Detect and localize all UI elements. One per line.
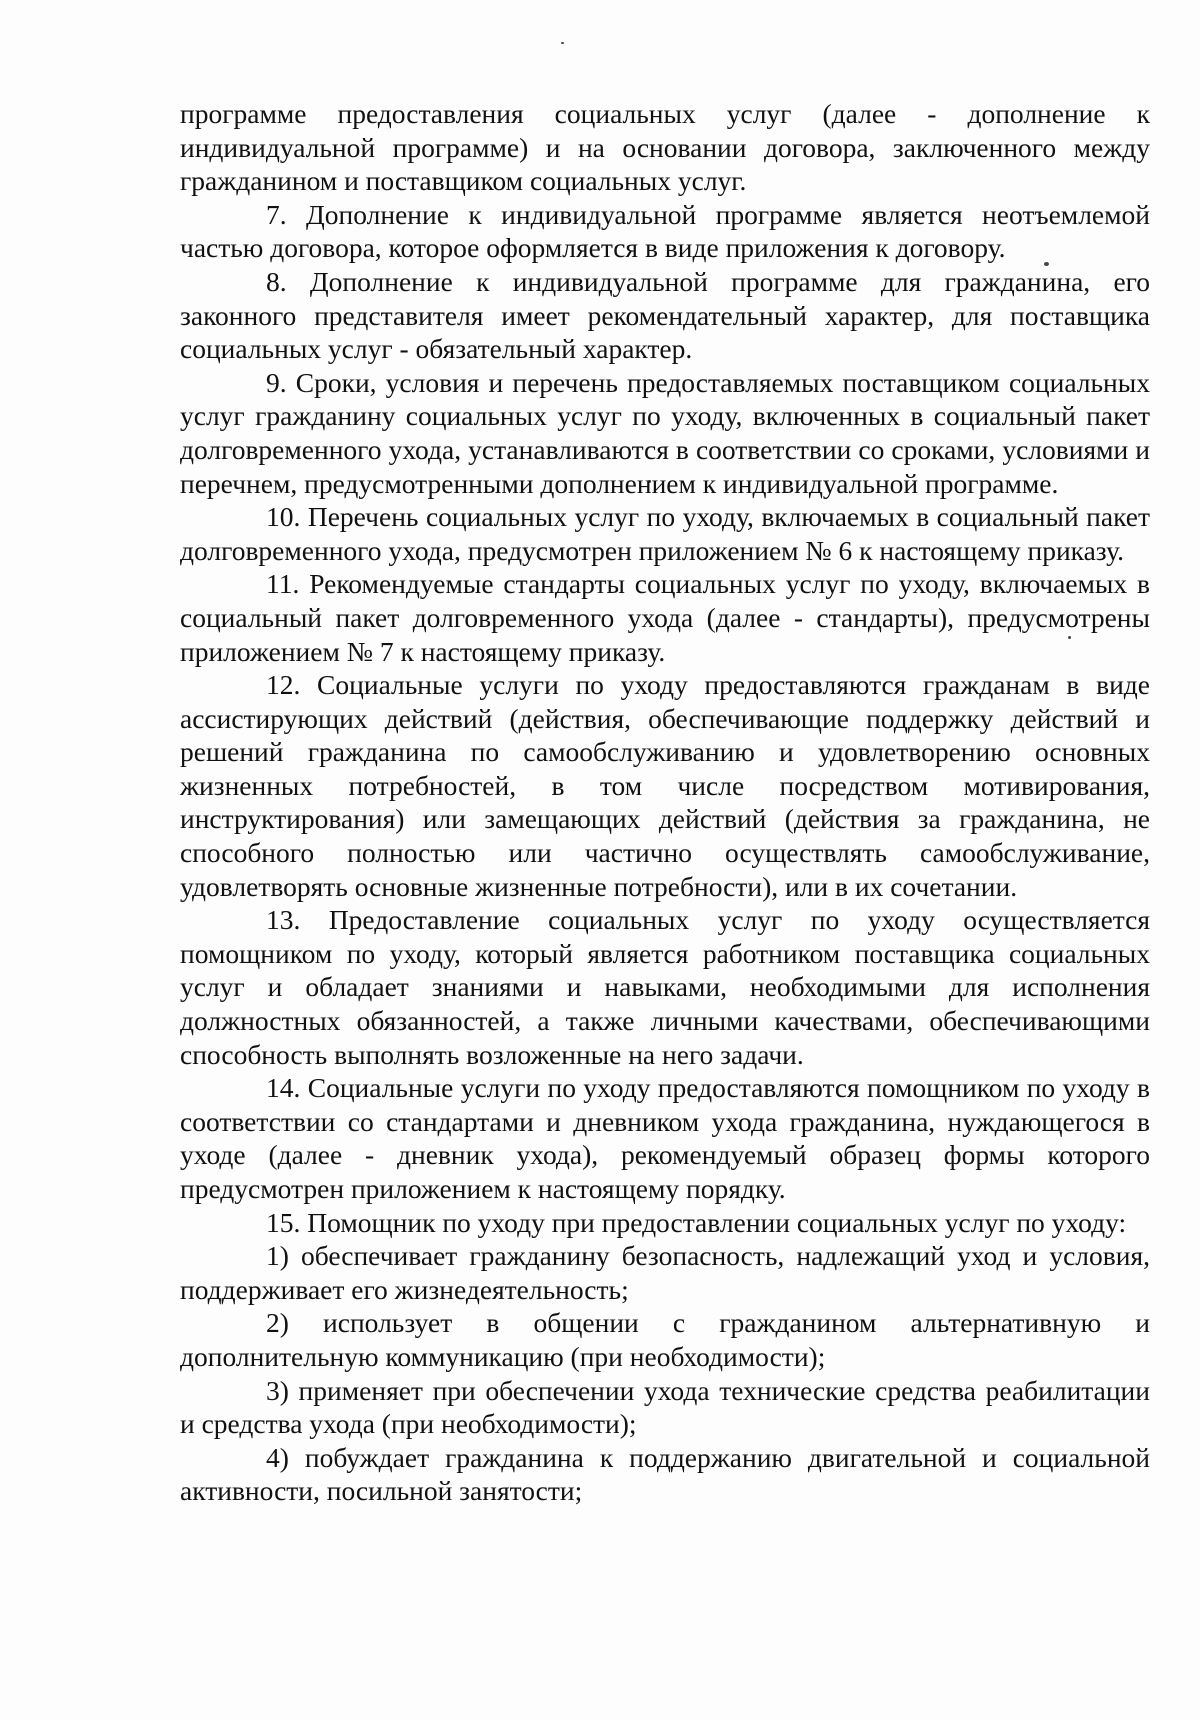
paragraph-9: 9. Сроки, условия и перечень предоставляемых поставщиком социальных услуг гражданину социальных услуг по уходу, включенных в социальный пакет долговременного ухода, устанавливаются в соответствии со сроками, условиями и перечнем, предусмотренными дополнением к индивидуальной программе. <box>180 366 1150 499</box>
paragraph-14: 14. Социальные услуги по уходу предоставляются помощником по уходу в соответствии со стандартами и дневником ухода гражданина, нуждающегося в уходе (далее - дневник ухода), рекомендуемый образец формы которого предусмотрен приложением к настоящему порядку. <box>180 1072 1150 1204</box>
paragraph-13: 13. Предоставление социальных услуг по уходу осуществляется помощником по уходу, который является работником поставщика социальных услуг и обладает знаниями и навыками, необходимыми для исполнения должностных обязанностей, а также личными качествами, обеспечивающими способность выполнять возложенные на него задачи. <box>180 904 1150 1070</box>
paragraph-15: 15. Помощник по уходу при предоставлении социальных услуг по уходу: <box>266 1206 1127 1238</box>
paragraph-7: 7. Дополнение к индивидуальной программе является неотъемлемой частью договора, которое оформляется в виде приложения к договору. <box>180 198 1150 264</box>
document-body <box>180 97 1150 1508</box>
paragraph-continuation: программе предоставления социальных услуг (далее - дополнение к индивидуальной программе) и на основании договора, заключенного между гражданином и поставщиком социальных услуг. <box>180 98 1150 197</box>
list-item-2: 2) использует в общении с гражданином альтернативную и дополнительную коммуникацию (при необходимости); <box>180 1307 1150 1372</box>
scan-speck <box>561 42 564 44</box>
list-item-1: 1) обеспечивает гражданину безопасность, надлежащий уход и условия, поддерживает его жизнедеятельность; <box>180 1240 1150 1305</box>
list-item-3: 3) применяет при обеспечении ухода технические средства реабилитации и средства ухода (при необходимости); <box>180 1374 1150 1440</box>
list-item-4: 4) побуждает гражданина к поддержанию двигательной и социальной активности, посильной занятости; <box>180 1441 1150 1507</box>
paragraph-10: 10. Перечень социальных услуг по уходу, включаемых в социальный пакет долговременного ухода, предусмотрен приложением № 6 к настоящему приказу. <box>180 501 1150 566</box>
paragraph-11: 11. Рекомендуемые стандарты социальных услуг по уходу, включаемых в социальный пакет долговременного ухода (далее - стандарты), предусмотрены приложением № 7 к настоящему приказу. <box>180 568 1150 667</box>
paragraph-12: 12. Социальные услуги по уходу предоставляются гражданам в виде ассистирующих действий (действия, обеспечивающие поддержку действий и решений гражданина по самообслуживанию и удовлетворению основных жизненных потребностей, в том числе посредством мотивирования, инструктирования) или замещающих действий (действия за гражданина, не способного полностью или частично осуществлять самообслуживание, удовлетворять основные жизненные потребности), или в их сочетании. <box>180 669 1150 902</box>
paragraph-8: 8. Дополнение к индивидуальной программе для гражданина, его законного представителя имеет рекомендательный характер, для поставщика социальных услуг - обязательный характер. <box>180 265 1150 365</box>
